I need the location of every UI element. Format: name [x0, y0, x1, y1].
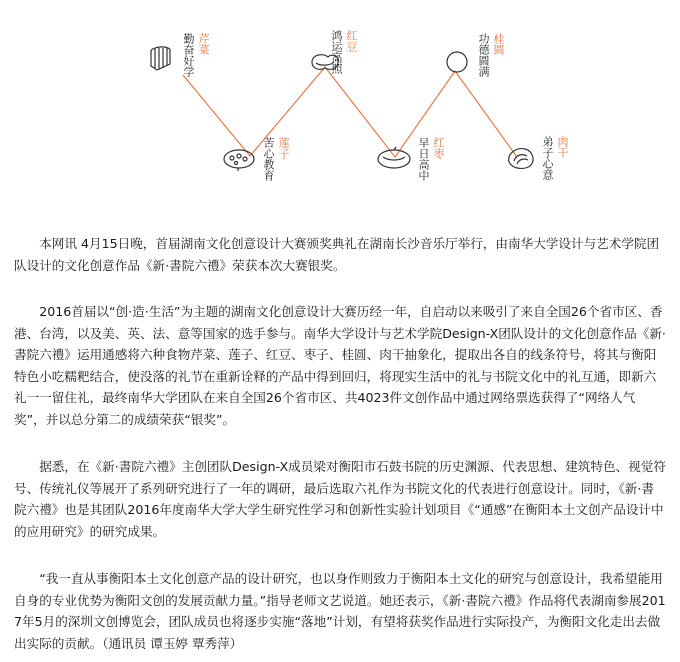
red-date-icon	[376, 146, 412, 174]
article-paragraph-1: 本网讯 4月15日晚，首届湖南文化创意设计大赛颁奖典礼在湖南长沙音乐厅举行，由南华大学设计与艺术学院团队设计的文化创意作品《新·書院六禮》荣获本次大赛银奖。	[14, 236, 660, 273]
lotus-seed-phrase: 苦心教育	[262, 137, 275, 181]
celery-phrase: 勤奋好学	[182, 33, 195, 77]
longan-icon	[444, 49, 470, 79]
red-bean-phrase: 鸿运高照	[330, 30, 343, 74]
dried-meat-name: 肉干	[556, 136, 569, 158]
lotus-seed-icon	[222, 145, 256, 175]
dried-meat-phrase: 弟子心意	[541, 136, 554, 180]
red-date-name: 红枣	[432, 137, 445, 159]
celery-name: 芹菜	[197, 33, 210, 55]
longan-name: 桂圆	[492, 33, 505, 55]
celery-icon	[148, 44, 174, 76]
lotus-seed-name: 莲子	[277, 137, 290, 159]
longan-phrase: 功德圆满	[477, 33, 490, 77]
article-paragraph-3: 据悉，在《新·書院六禮》主创团队Design-X成员梁对衡阳市石鼓书院的历史渊源、代表思想、建筑特色、视觉符号、传统礼仪等展开了系列研究进行了一年的调研，最后选取六礼作为书院文化的代表进行创意设计。同时，《新·書院六禮》也是其团队2016年度南华大学大学生研究性学习和创新性实验计划项目《“通感”在衡阳本土文创产品设计中的应用研究》的研究成果。	[14, 459, 666, 539]
article-paragraph-2: 2016首届以“创·造·生活”为主题的湖南文化创意设计大赛历经一年，自启动以来吸引了来自全国26个省市区、香港、台湾，以及美、英、法、意等国家的选手参与。南华大学设计与艺术学院Design-X团队设计的文化创意作品《新·書院六禮》运用通感将六种食物芹菜、莲子、红豆、枣子、桂圆、肉干抽象化，提取出各自的线条符号，将其与衡阳特色小吃糯粑结合，使没落的礼节在重新诠释的产品中得到回归，将现实生活中的礼与书院文化中的礼互通，即新六礼一一留住礼，最终南华大学团队在来自全国26个省市区、共4023件文创作品中通过网络票选获得了“网络人气奖”，并以总分第二的成绩荣获“银奖”。	[14, 304, 666, 427]
red-date-phrase: 早日高中	[417, 137, 430, 181]
dried-meat-icon	[505, 144, 537, 176]
red-bean-name: 红豆	[345, 30, 358, 52]
six-rites-diagram	[0, 0, 680, 220]
article-paragraph-4: “我一直从事衡阳本土文化创意产品的设计研究，也以身作则致力于衡阳本土文化的研究与创意设计，我希望能用自身的专业优势为衡阳文创的发展贡献力量。”指导老师文艺说道。她还表示，《新·書院六禮》作品将代表湖南参展2017年5月的深圳文创博览会，团队成员也将逐步实施“落地”计划，有望将获奖作品进行实际投产，为衡阳文化走出去做出实际的贡献。（通讯员 谭玉婷 覃秀萍）	[14, 571, 666, 651]
